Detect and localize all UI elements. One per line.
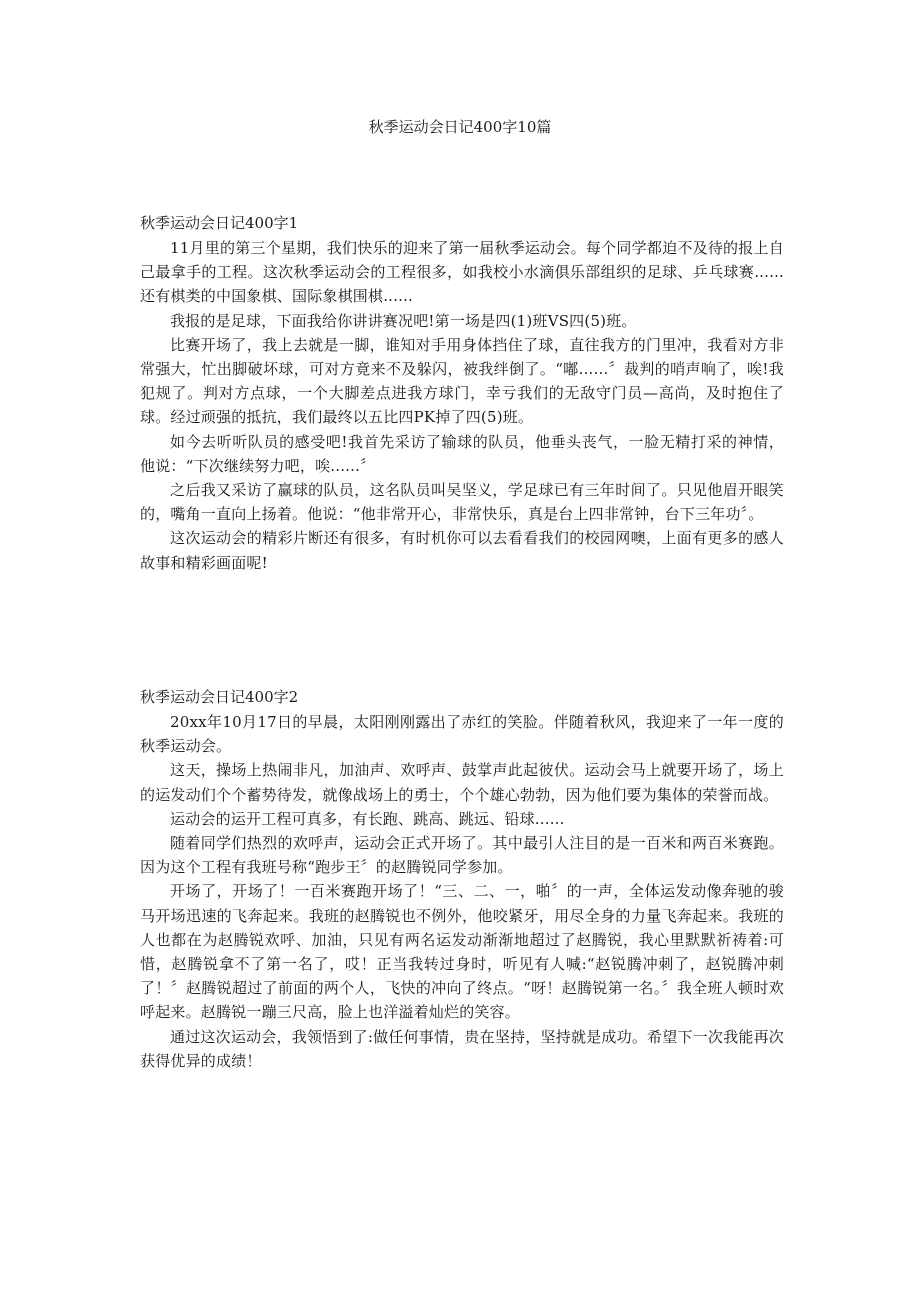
diary-section-1 [140,212,784,575]
paragraph: 运动会的运开工程可真多，有长跑、跳高、跳远、铅球...... [170,809,565,828]
paragraph: 随着同学们热烈的欢呼声，运动会正式开场了。其中最引人注目的是一百米和两百米赛跑。因为这个工程有我班号称“跑步王〞的赵腾锐同学参加。 [140,834,784,877]
paragraph: 比赛开场了，我上去就是一脚，谁知对手用身体挡住了球，直往我方的门里冲，我看对方非常强大，忙出脚破坏球，可对方竟来不及躲闪，被我绊倒了。“嘟......〞裁判的哨声响了，唉!我犯规了。判对方点球，一个大脚差点进我方球门，幸亏我们的无敌守门员—高尚，及时抱住了球。经过顽强的抵抗，我们最终以五比四PK掉了四(5)班。 [140,335,784,427]
paragraph: 之后我又采访了赢球的队员，这名队员叫吴坚义，学足球已有三年时间了。只见他眉开眼笑的，嘴角一直向上扬着。他说：“他非常开心，非常快乐，真是台上四非常钟，台下三年功〞。 [140,481,784,524]
section-heading: 秋季运动会日记400字1 [140,214,299,232]
paragraph: 我报的是足球，下面我给你讲讲赛况吧!第一场是四(1)班VS四(5)班。 [170,311,637,330]
paragraph: 这天，操场上热闹非凡，加油声、欢呼声、鼓掌声此起彼伏。运动会马上就要开场了，场上的运发动们个个蓄势待发，就像战场上的勇士，个个雄心勃勃，因为他们要为集体的荣誉而战。 [140,761,784,804]
paragraph: 这次运动会的精彩片断还有很多，有时机你可以去看看我们的校园网噢，上面有更多的感人故事和精彩画面呢! [140,529,784,572]
diary-section-2 [140,686,784,1073]
section-heading: 秋季运动会日记400字2 [140,688,299,706]
paragraph: 通过这次运动会，我领悟到了:做任何事情，贵在坚持，坚持就是成功。希望下一次我能再次获得优异的成绩！ [140,1027,784,1070]
paragraph: 如今去听听队员的感受吧!我首先采访了输球的队员，他垂头丧气，一脸无精打采的神情，他说：“下次继续努力吧，唉......〞 [140,432,784,475]
paragraph: 开场了，开场了！一百米赛跑开场了！“三、二、一，啪〞的一声，全体运发动像奔驰的骏马开场迅速的飞奔起来。我班的赵腾锐也不例外，他咬紧牙，用尽全身的力量飞奔起来。我班的人也都在为赵腾锐欢呼、加油，只见有两名运发动渐渐地超过了赵腾锐，我心里默默祈祷着:可惜，赵腾锐拿不了第一名了，哎！正当我转过身时，听见有人喊:“赵锐腾冲刺了，赵锐腾冲刺了！〞赵腾锐超过了前面的两个人，飞快的冲向了终点。“呀！赵腾锐第一名。〞我全班人顿时欢呼起来。赵腾锐一蹦三尺高，脸上也洋溢着灿烂的笑容。 [140,882,784,1022]
paragraph: 11月里的第三个星期，我们快乐的迎来了第一届秋季运动会。每个同学都迫不及待的报上自己最拿手的工程。这次秋季运动会的工程很多，如我校小水滴俱乐部组织的足球、乒乓球赛......还有棋类的中国象棋、国际象棋围棋...... [140,239,784,306]
paragraph: 20xx年10月17日的早晨，太阳刚刚露出了赤红的笑脸。伴随着秋风，我迎来了一年一度的秋季运动会。 [140,713,784,756]
document-title: 秋季运动会日记400字10篇 [368,118,552,136]
